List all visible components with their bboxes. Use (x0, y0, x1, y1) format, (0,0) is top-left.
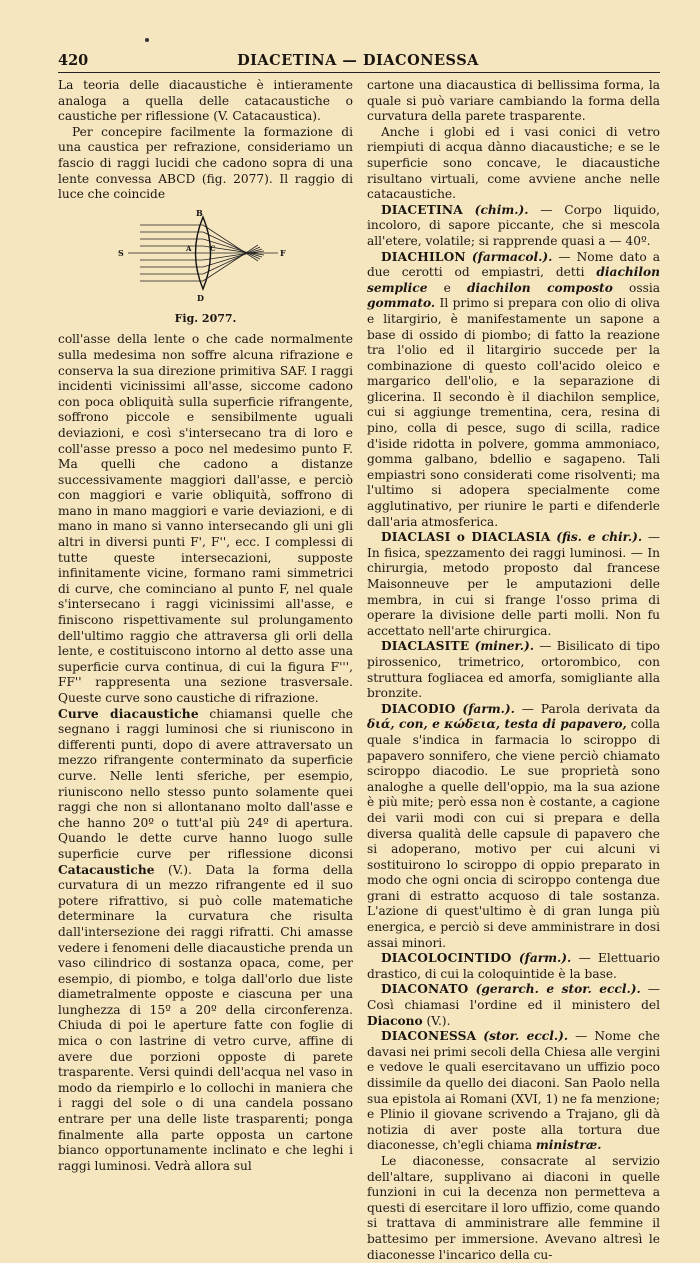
category-tag: (farm.). (518, 951, 572, 966)
right-column (367, 78, 660, 1263)
cross-reference-link[interactable]: Diacono (367, 1013, 423, 1028)
entry-diacodio (367, 702, 660, 952)
text: chiamansi quelle che segnano i raggi luminosi che si riuniscono in differenti punti, dopo di avere attraversato un mezzo rifrangente conterminato da superficie curve. Nelle lenti sferiche, per esempio, riuniscono nello stesso punto solamente quei raggi che non si allontanano molto dall'asse e che hanno 20º o tutt'al più 24º di apertura. Quando le dette curve hanno luogo sulle superficie curve per riflessione diconsi (58, 706, 354, 861)
label-b: B (196, 208, 203, 218)
entry-text: — Corpo liquido, incoloro, di sapore piccante, che si mescola all'etere, volatile; si rapprende quasi a — 40º. (367, 202, 661, 248)
text: (V.). Data la forma della curvatura di un mezzo rifrangente ed il suo potere rifrattivo, si può colle matematiche determinare la curvatura che risulta dall'intersezione dei raggi rifratti. Chi amasse vedere i fenomeni delle diacaustiche prenda un vaso cilindrico di sostanza opaca, come, per esempio, di piombo, e tolga dall'orlo due liste diametralmente opposte e ciascuna per una lunghezza di 15º a 20º della circonferenza. Chiuda di poi le aperture fatte con foglie di mica o con lastrine di vetro curve, affine di avere due porzioni opposte di parete trasparente. Versi quindi dell'acqua nel vaso in modo da riempirlo e lo collochi in maniera che i raggi del sole o di una candela possano entrare per una delle liste trasparenti; ponga finalmente alla parte opposta un cartone bianco opportunamente inclinato e che leghi i raggi luminosi. Vedrà allora sul (58, 862, 353, 1173)
entry-text: — In fisica, spezzamento dei raggi luminosi. — In chirurgia, metodo proposto dal francese Maisonneuve per le amputazioni delle membra, in cui si frange l'osso prima di operare la divisione delle parti molli. Non fu accettato nell'arte chirurgica. (367, 530, 661, 638)
left-column (58, 78, 353, 1174)
entry-text: e (427, 280, 467, 295)
cross-reference-link[interactable]: Catacaustiche (58, 862, 155, 877)
paragraph: Anche i globi ed i vasi conici di vetro riempiuti di acqua dànno diacaustiche; e se le superficie sono concave, le diacaustiche risultano virtuali, come avviene anche nelle catacaustiche. (367, 124, 660, 202)
category-tag: (chim.). (474, 202, 529, 217)
entry-diaclasi (367, 530, 660, 639)
category-tag: (miner.). (474, 639, 535, 654)
headword: DIACETINA (381, 202, 463, 217)
entry-diaconessa (367, 1029, 660, 1154)
headword: DIACODIO (381, 701, 456, 716)
ink-dot (145, 38, 149, 42)
italic-term: ministræ. (535, 1138, 602, 1153)
entry-diacetina (367, 203, 660, 250)
entry-text: ossia (612, 280, 660, 295)
header-rule (58, 72, 660, 73)
entry-diaconato (367, 982, 660, 1029)
paragraph: coll'asse della lente o che cade normalmente sulla medesima non soffre alcuna rifrazione e conserva la sua direzione primitiva SAF. I raggi incidenti vicinissimi all'asse, siccome cadono con poca obliquità sulla superficie rifrangente, soffrono piccole e sensibilmente uguali deviazioni, e così s'intersecano tra di loro e coll'asse presso a poco nel medesimo punto F. Ma quelli che cadono a distanze successivamente maggiori dall'asse, e perciò con maggiori e varie obliquità, soffrono di mano in mano maggiori e varie deviazioni, e di mano in mano si vanno intersecando gli uni gli altri in diversi punti F', F'', ecc. I complessi di tutte queste intersecazioni, supposte infinitamente vicine, formano rami simmetrici di curve, che cominciano al punto F, nel quale s'intersecano i raggi vicinissimi all'asse, e finiscono rispettivamente sul prolungamento dell'ultimo raggio che attraversa gli orli della lente, e costituiscono intorno al detto asse una superficie curva continua, di cui la figura F''', FF'' rappresenta una sezione trasversale. Queste curve sono caustiche di rifrazione. (58, 332, 353, 705)
paragraph-curve-diacaustiche (58, 707, 353, 1175)
label-s: S (118, 247, 124, 258)
headword: DIACLASI o DIACLASIA (381, 530, 551, 545)
category-tag: (farmacol.). (471, 249, 553, 264)
entry-text: (V.). (422, 1013, 451, 1028)
italic-term: diachilon composto (467, 280, 613, 295)
entry-text: — Così chiamasi l'ordine ed il ministero del (367, 982, 660, 1013)
figure-caption: Fig. 2077. (174, 311, 237, 325)
category-tag: (gerarch. e stor. eccl.). (475, 982, 641, 997)
label-d: D (197, 292, 204, 303)
headword: DIACHILON (381, 249, 466, 264)
entry-diaclasite (367, 639, 660, 701)
etymology: διά, con, e κώδεια, testa di papavero, (367, 717, 627, 732)
headword: DIACONATO (381, 982, 469, 997)
entry-diacolocintido (367, 951, 660, 982)
paragraph: cartone una diacaustica di bellissima forma, la quale si può variare cambiando la forma della curvatura della parete trasparente. (367, 78, 660, 124)
category-tag: (fis. e chir.). (556, 530, 643, 545)
entry-text: — Elettuario drastico, di cui la coloquintide è la base. (367, 951, 661, 981)
italic-term: gommato. (367, 296, 436, 311)
headword: DIACONESSA (381, 1029, 477, 1044)
paragraph: La teoria delle diacaustiche è intieramente analoga a quella delle catacaustiche o caustiche per riflessione (V. Catacaustica). (58, 78, 353, 124)
entry-text: — Nome dato a due cerotti od empiastri, detti (367, 249, 660, 280)
headword: DIACOLOCINTIDO (381, 951, 512, 966)
page-number: 420 (58, 51, 89, 69)
label-c: C (210, 243, 216, 253)
lens-diagram (118, 209, 288, 307)
category-tag: (stor. eccl.). (483, 1029, 569, 1044)
entry-text: — Bisilicato di tipo pirossenico, trimetrico, ortorombico, con struttura fogliacea ed amorfa, somigliante alla bronzite. (367, 639, 661, 701)
page-header (58, 48, 658, 72)
label-f: F (280, 247, 286, 258)
running-title: DIACETINA — DIACONESSA (237, 51, 479, 69)
term-heading: Curve diacaustiche (58, 706, 199, 721)
headword: DIACLASITE (381, 639, 470, 654)
entry-text: Il primo si prepara con olio di oliva e litargirio, è manifestamente un sapone a base di ossido di piombo; di fatto la reazione tra l'olio ed il litargirio succede per la combinazione di questo coll'acido oleico e margarico dell'olio, e la separazione di glicerina. Il secondo è il diachilon semplice, cui si aggiunge trementina, cera, resina di pino, colla di pesce, sugo di scilla, radice d'iside ridotta in polvere, gomma ammoniaco, gomma galbano, bdellio e sagapeno. Tali empiastri sono considerati come risolventi; ma l'ultimo si adopera specialmente come agglutinativo, per riunire le parti e difenderle dall'aria atmosferica. (367, 296, 660, 529)
category-tag: (farm.). (462, 701, 515, 716)
italic-term: diachilon semplice (367, 265, 660, 295)
paragraph: Per concepire facilmente la formazione di una caustica per refrazione, consideriamo un fascio di raggi lucidi che cadono sopra di una lente convessa ABCD (fig. 2077). Il raggio di luce che coincide (58, 124, 353, 202)
label-a: A (186, 243, 192, 253)
paragraph: Le diaconesse, consacrate al servizio dell'altare, supplivano ai diaconi in quelle funzioni in cui la decenza non permetteva a questi di esercitare il loro uffizio, come quando si trattava di amministrare alle femmine il battesimo per immersione. Avevano altresì le diaconesse l'incarico della cu- (367, 1153, 660, 1262)
entry-text: colla quale s'indica in farmacia lo sciroppo di papavero sonnifero, che viene perciò chiamato sciroppo diacodio. Le sue proprietà sono analoghe a quelle dell'oppio, ma la sua azione è più mite; però essa non è costante, a cagione dei varii modi con cui si prepara e della diversa qualità delle capsule di papavero che si adoperano, motivo per cui alcuni vi sostituirono lo sciroppo di oppio preparato in modo che ogni oncia di sciroppo contenga due grani di estratto acquoso di tale sostanza. L'azione di quest'ultimo è di gran lunga più energica, e perciò si deve amministrare in dosi assai minori. (367, 717, 660, 950)
entry-text: — Nome che davasi nei primi secoli della Chiesa alle vergini e vedove le quali esercitavano un uffizio poco dissimile da quello dei diaconi. San Paolo nella sua epistola ai Romani (XVI, 1) ne fa menzione; e Plinio il giovane scrivendo a Trajano, gli dà notizia di aver poste alla tortura due diaconesse, ch'egli chiama (367, 1029, 661, 1153)
entry-text: — Parola derivata da (514, 701, 660, 716)
entry-diachilon (367, 250, 660, 531)
lens-figure (58, 209, 353, 309)
